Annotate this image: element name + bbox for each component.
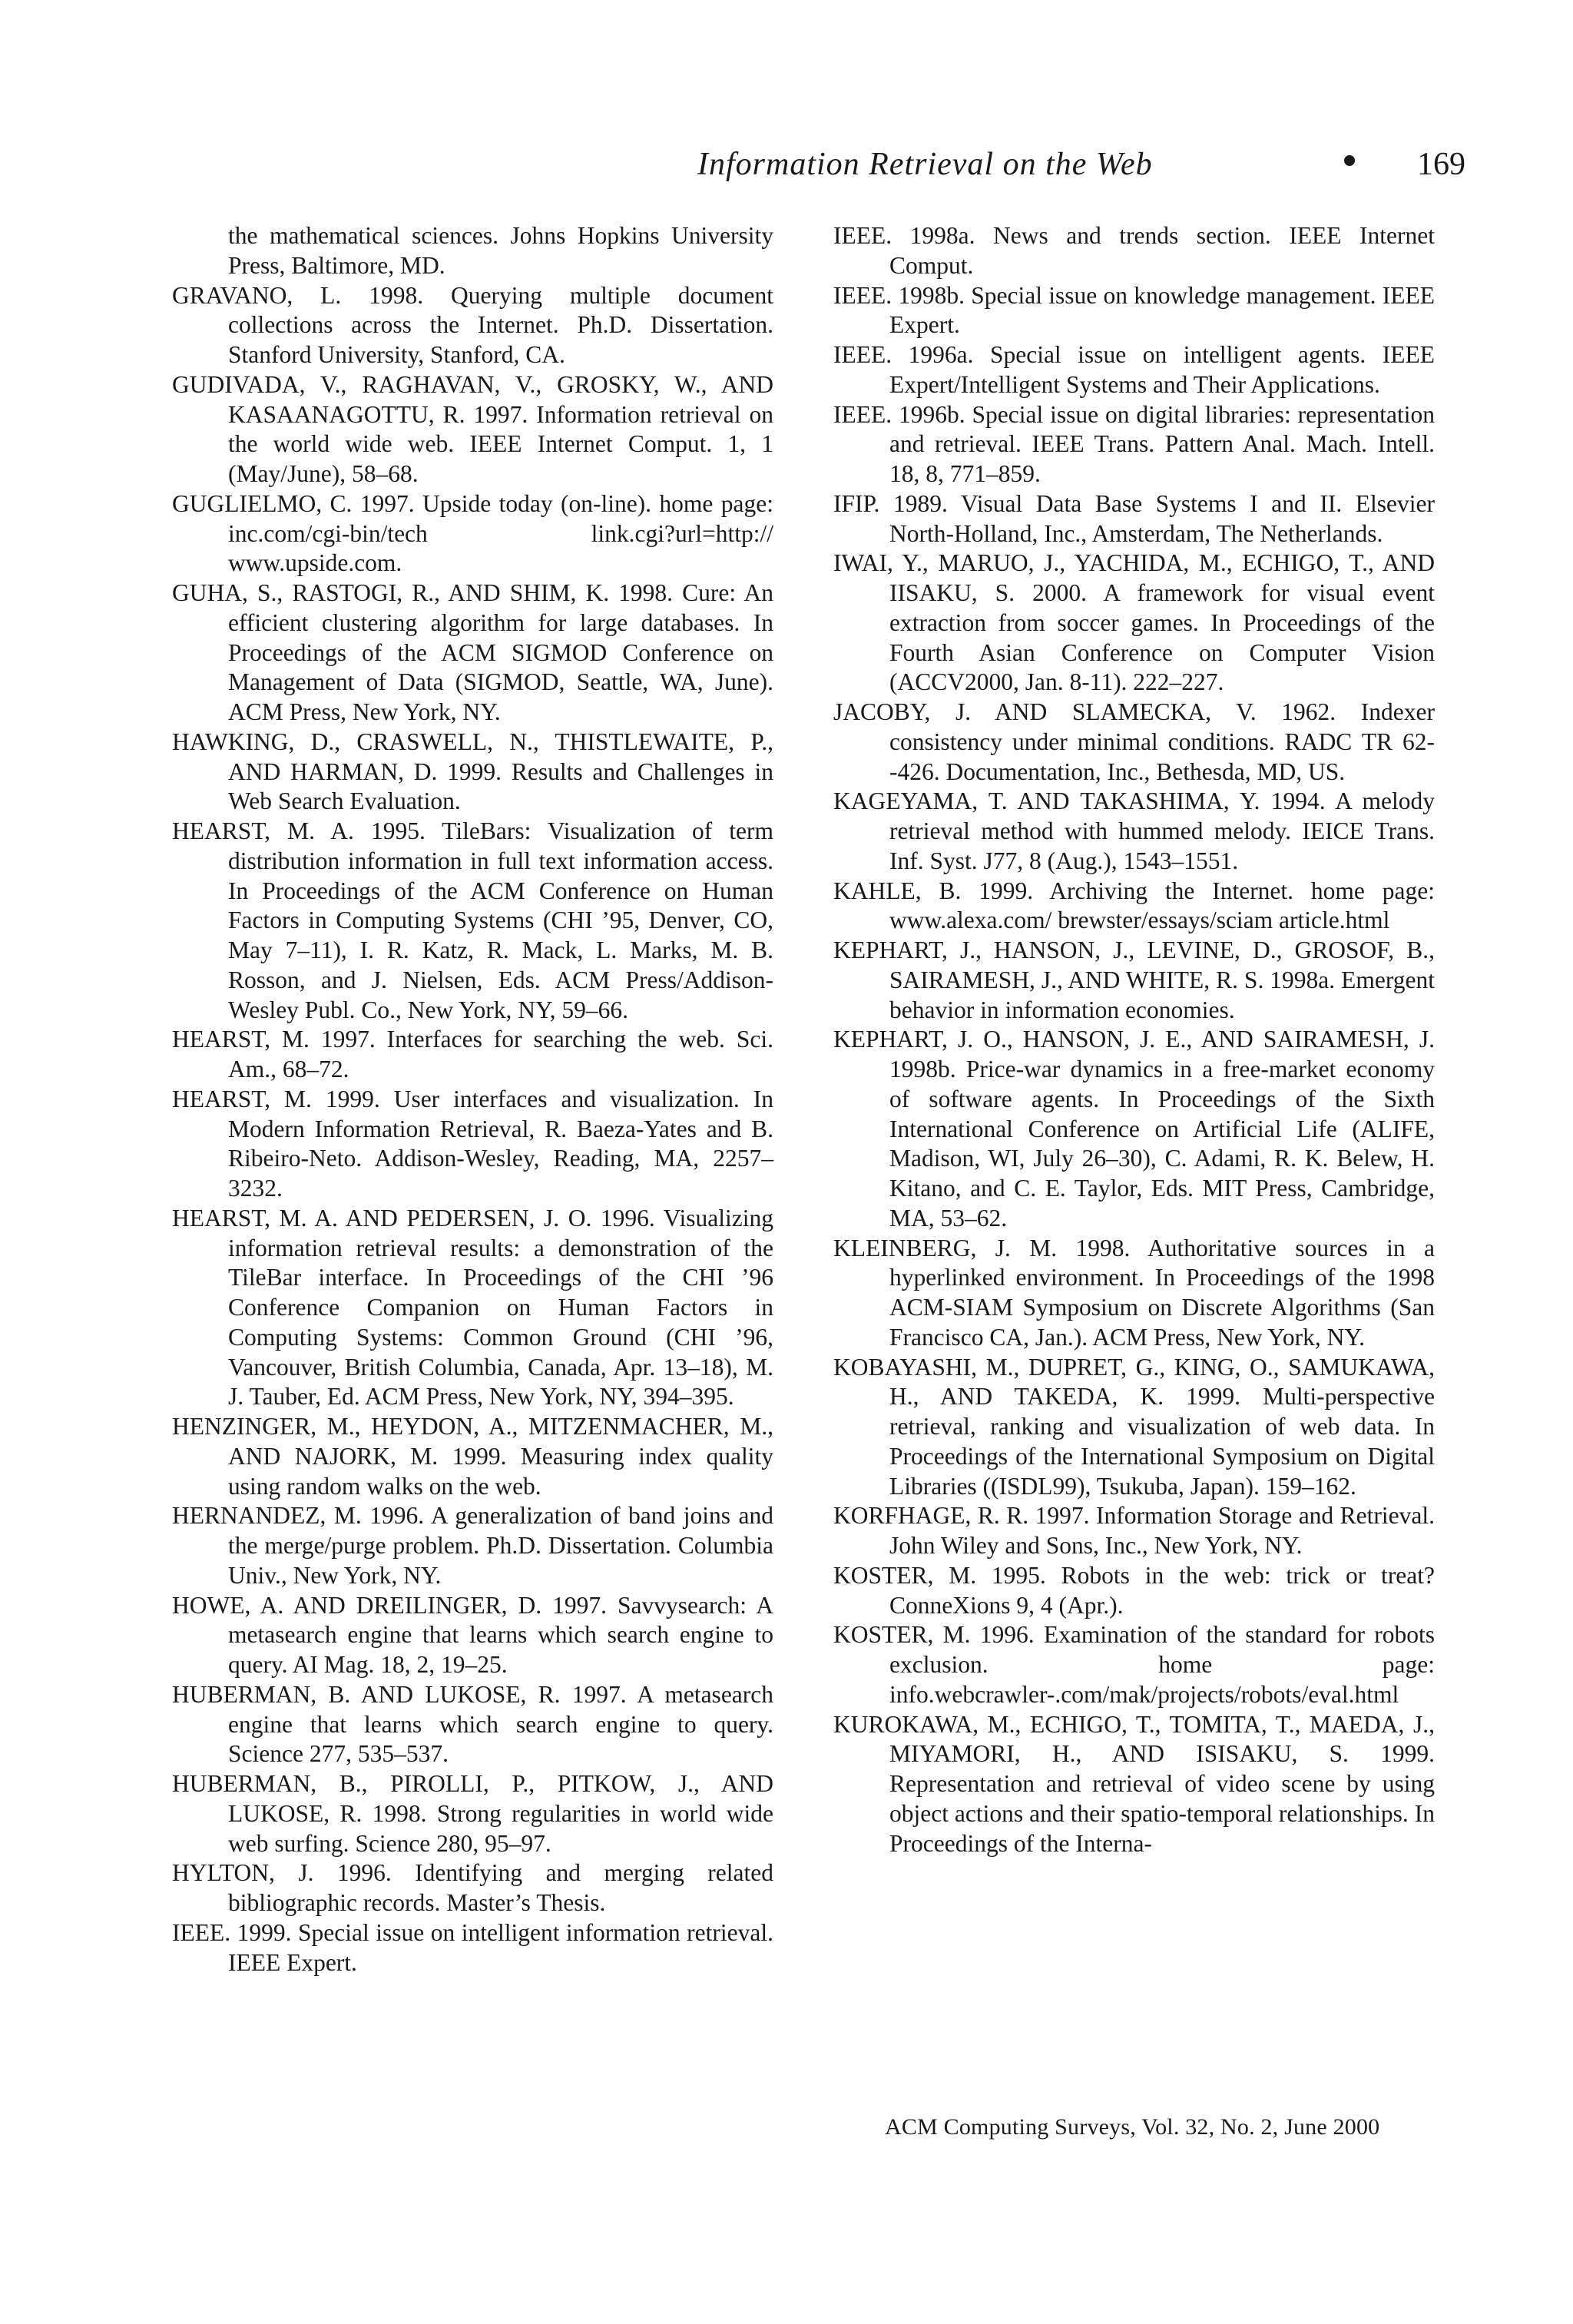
reference-entry: IEEE. 1996b. Special issue on digital libraries: representation and retrieval. IEEE Trans. Pattern Anal. Mach. Intell. 18, 8, 771–859. (833, 400, 1435, 487)
reference-entry: KEPHART, J. O., HANSON, J. E., AND SAIRAMESH, J. 1998b. Price-war dynamics in a free-market economy of software agents. In Proceedings of the Sixth International Conference on Artificial Life (ALIFE, Madison, WI, July 26–30), C. Adami, R. K. Belew, H. Kitano, and C. E. Taylor, Eds. MIT Press, Cambridge, MA, 53–62. (833, 1026, 1435, 1232)
reference-entry: KORFHAGE, R. R. 1997. Information Storage and Retrieval. John Wiley and Sons, Inc., New York, NY. (833, 1502, 1435, 1559)
reference-entry: HERNANDEZ, M. 1996. A generalization of band joins and the merge/purge problem. Ph.D. Dissertation. Columbia Univ., New York, NY. (172, 1502, 773, 1589)
references-right-column (833, 221, 1435, 1858)
reference-entry: HEARST, M. 1997. Interfaces for searching the web. Sci. Am., 68–72. (172, 1026, 773, 1082)
reference-entry: KOSTER, M. 1996. Examination of the standard for robots exclusion. home page: info.webcrawler-.com/mak/projects/robots/eval.html (833, 1621, 1435, 1708)
reference-entry: HEARST, M. 1999. User interfaces and visualization. In Modern Information Retrieval, R. Baeza-Yates and B. Ribeiro-Neto. Addison-Wesley, Reading, MA, 2257–3232. (172, 1085, 773, 1202)
reference-entry: IEEE. 1996a. Special issue on intelligent agents. IEEE Expert/Intelligent Systems and Their Applications. (833, 341, 1435, 398)
reference-entry: KAHLE, B. 1999. Archiving the Internet. home page: www.alexa.com/ brewster/essays/sciam article.html (833, 877, 1435, 934)
reference-entry: GRAVANO, L. 1998. Querying multiple document collections across the Internet. Ph.D. Dissertation. Stanford University, Stanford, CA. (172, 281, 773, 368)
reference-entry: HAWKING, D., CRASWELL, N., THISTLEWAITE, P., AND HARMAN, D. 1999. Results and Challenges in Web Search Evaluation. (172, 728, 773, 815)
reference-entry: IEEE. 1998b. Special issue on knowledge management. IEEE Expert. (833, 281, 1435, 339)
reference-entry: HEARST, M. A. AND PEDERSEN, J. O. 1996. Visualizing information retrieval results: a demonstration of the TileBar interface. In Proceedings of the CHI ’96 Conference Companion on Human Factors in Computing Systems: Common Ground (CHI ’96, Vancouver, British Columbia, Canada, Apr. 13–18), M. J. Tauber, Ed. ACM Press, New York, NY, 394–395. (172, 1204, 773, 1411)
reference-entry: HEARST, M. A. 1995. TileBars: Visualization of term distribution information in full text information access. In Proceedings of the ACM Conference on Human Factors in Computing Systems (CHI ’95, Denver, CO, May 7–11), I. R. Katz, R. Mack, L. Marks, M. B. Rosson, and J. Nielsen, Eds. ACM Press/Addison-Wesley Publ. Co., New York, NY, 59–66. (172, 817, 773, 1023)
reference-entry: GUGLIELMO, C. 1997. Upside today (on-line). home page: inc.com/cgi-bin/tech link.cgi?url=http:// www.upside.com. (172, 489, 773, 577)
reference-entry: GUHA, S., RASTOGI, R., AND SHIM, K. 1998. Cure: An efficient clustering algorithm for large databases. In Proceedings of the ACM SIGMOD Conference on Management of Data (SIGMOD, Seattle, WA, June). ACM Press, New York, NY. (172, 579, 773, 725)
bullet-separator (1344, 155, 1355, 166)
reference-entry: KEPHART, J., HANSON, J., LEVINE, D., GROSOF, B., SAIRAMESH, J., AND WHITE, R. S. 1998a. Emergent behavior in information economies. (833, 937, 1435, 1023)
reference-entry: KOBAYASHI, M., DUPRET, G., KING, O., SAMUKAWA, H., AND TAKEDA, K. 1999. Multi-perspective retrieval, ranking and visualization of web data. In Proceedings of the International Symposium on Digital Libraries ((ISDL99), Tsukuba, Japan). 159–162. (833, 1353, 1435, 1500)
reference-entry: KAGEYAMA, T. AND TAKASHIMA, Y. 1994. A melody retrieval method with hummed melody. IEICE Trans. Inf. Syst. J77, 8 (Aug.), 1543–1551. (833, 787, 1435, 874)
running-title: Information Retrieval on the Web (697, 147, 1153, 182)
reference-entry: IWAI, Y., MARUO, J., YACHIDA, M., ECHIGO, T., AND IISAKU, S. 2000. A framework for visual event extraction from soccer games. In Proceedings of the Fourth Asian Conference on Computer Vision (ACCV2000, Jan. 8-11). 222–227. (833, 549, 1435, 696)
reference-entry: HUBERMAN, B. AND LUKOSE, R. 1997. A metasearch engine that learns which search engine to query. Science 277, 535–537. (172, 1680, 773, 1768)
reference-entry: HOWE, A. AND DREILINGER, D. 1997. Savvysearch: A metasearch engine that learns which search engine to query. AI Mag. 18, 2, 19–25. (172, 1591, 773, 1678)
reference-entry: IEEE. 1999. Special issue on intelligent information retrieval. IEEE Expert. (172, 1918, 773, 1976)
reference-entry: IFIP. 1989. Visual Data Base Systems I and II. Elsevier North-Holland, Inc., Amsterdam, The Netherlands. (833, 489, 1435, 547)
reference-entry: HUBERMAN, B., PIROLLI, P., PITKOW, J., AND LUKOSE, R. 1998. Strong regularities in world wide web surfing. Science 280, 95–97. (172, 1770, 773, 1857)
references-left-column (172, 221, 773, 1978)
running-header (0, 146, 1573, 192)
reference-entry: KOSTER, M. 1995. Robots in the web: trick or treat? ConneXions 9, 4 (Apr.). (833, 1561, 1435, 1619)
reference-entry: the mathematical sciences. Johns Hopkins University Press, Baltimore, MD. (228, 222, 773, 279)
reference-entry: GUDIVADA, V., RAGHAVAN, V., GROSKY, W., AND KASAANAGOTTU, R. 1997. Information retrieval on the world wide web. IEEE Internet Comput. 1, 1 (May/June), 58–68. (172, 370, 773, 487)
reference-entry: JACOBY, J. AND SLAMECKA, V. 1962. Indexer consistency under minimal conditions. RADC TR 62--426. Documentation, Inc., Bethesda, MD, US. (833, 698, 1435, 785)
reference-entry: KUROKAWA, M., ECHIGO, T., TOMITA, T., MAEDA, J., MIYAMORI, H., AND ISISAKU, S. 1999. Representation and retrieval of video scene by using object actions and their spatio-temporal relationships. In Proceedings of the Interna- (833, 1710, 1435, 1857)
reference-entry: HYLTON, J. 1996. Identifying and merging related bibliographic records. Master’s Thesis. (172, 1859, 773, 1916)
page-number: 169 (1417, 147, 1465, 182)
reference-entry: KLEINBERG, J. M. 1998. Authoritative sources in a hyperlinked environment. In Proceedings of the 1998 ACM-SIAM Symposium on Discrete Algorithms (San Francisco CA, Jan.). ACM Press, New York, NY. (833, 1234, 1435, 1351)
reference-entry: HENZINGER, M., HEYDON, A., MITZENMACHER, M., AND NAJORK, M. 1999. Measuring index quality using random walks on the web. (172, 1413, 773, 1500)
reference-entry: IEEE. 1998a. News and trends section. IEEE Internet Comput. (833, 222, 1435, 279)
journal-footer: ACM Computing Surveys, Vol. 32, No. 2, June 2000 (885, 2114, 1380, 2140)
